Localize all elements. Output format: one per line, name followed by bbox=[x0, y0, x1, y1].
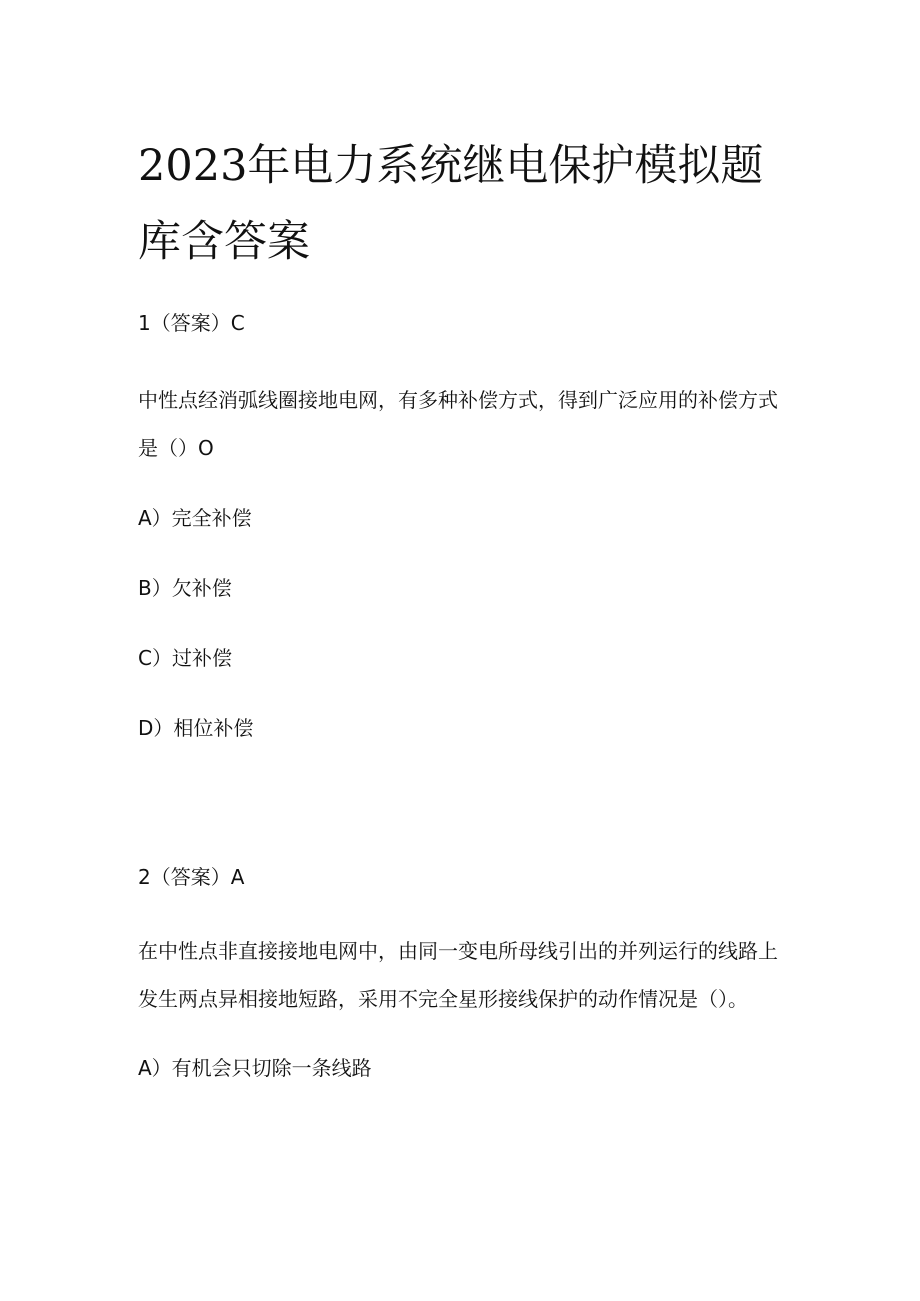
question-1-option-d: D）相位补偿 bbox=[138, 716, 254, 740]
question-1-header: 1（答案）C bbox=[138, 311, 245, 335]
question-2-header: 2（答案）A bbox=[138, 865, 245, 889]
question-2-stem-line-1: 在中性点非直接接地电网中，由同一变电所母线引出的并列运行的线路上 bbox=[138, 939, 778, 963]
question-1-stem-line-2: 是（）O bbox=[138, 436, 214, 460]
document-title: 2023年电力系统继电保护模拟题库含答案 bbox=[138, 141, 764, 267]
question-1-option-b: B）欠补偿 bbox=[138, 576, 232, 600]
question-2-stem-line-2: 发生两点异相接地短路，采用不完全星形接线保护的动作情况是（）。 bbox=[138, 987, 748, 1011]
question-1-option-c: C）过补偿 bbox=[138, 646, 232, 670]
question-1-stem-line-1: 中性点经消弧线圈接地电网，有多种补偿方式，得到广泛应用的补偿方式 bbox=[138, 388, 778, 412]
question-1-option-a: A）完全补偿 bbox=[138, 506, 252, 530]
question-2-option-a: A）有机会只切除一条线路 bbox=[138, 1056, 372, 1080]
